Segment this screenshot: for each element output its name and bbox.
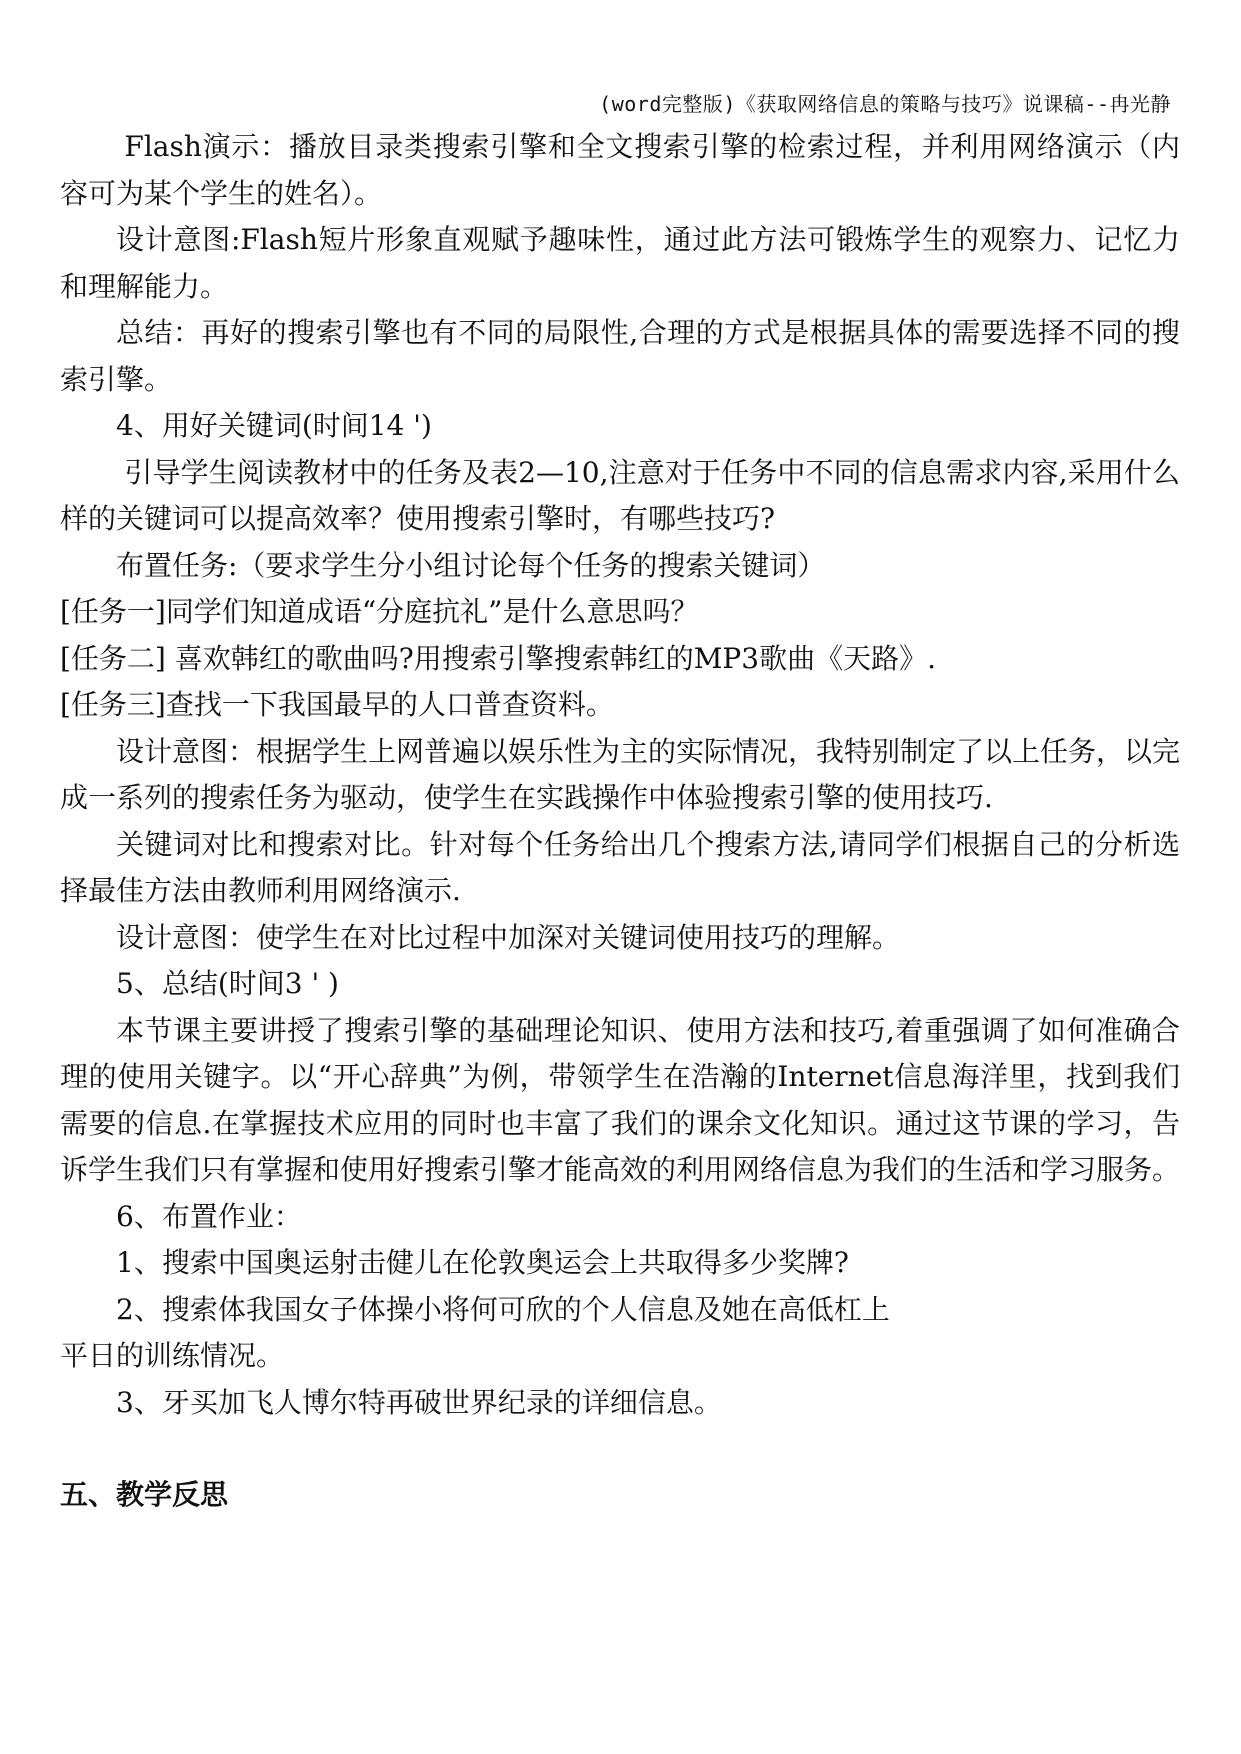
homework-item-1: 1、搜索中国奥运射击健儿在伦敦奥运会上共取得多少奖牌? bbox=[116, 1246, 849, 1279]
homework-item-2-line-2: 平日的训练情况。 bbox=[60, 1339, 285, 1372]
task-one: [任务一]同学们知道成语“分庭抗礼”是什么意思吗？ bbox=[60, 595, 699, 628]
page-header: (word完整版)《获取网络信息的策略与技巧》说课稿--冉光静 bbox=[599, 92, 1171, 116]
paragraph-guide-students: 引导学生阅读教材中的任务及表2—10,注意对于任务中不同的信息需求内容,采用什么样的关键词可以提高效率？使用搜索引擎时，有哪些技巧? bbox=[60, 455, 1180, 535]
task-two: [任务二] 喜欢韩红的歌曲吗?用搜索引擎搜索韩红的MP3歌曲《天路》. bbox=[60, 641, 936, 675]
paragraph-summary: 总结：再好的搜索引擎也有不同的局限性,合理的方式是根据具体的需要选择不同的搜索引擎。 bbox=[60, 316, 1180, 396]
paragraph-assign-tasks: 布置任务:（要求学生分小组讨论每个任务的搜索关键词） bbox=[116, 548, 826, 582]
heading-use-keywords: 4、用好关键词(时间14 ') bbox=[116, 409, 432, 442]
homework-item-3: 3、牙买加飞人博尔特再破世界纪录的详细信息。 bbox=[116, 1385, 722, 1419]
section-spacer bbox=[60, 1426, 1180, 1472]
paragraph-flash-demo: Flash演示：播放目录类搜索引擎和全文搜索引擎的检索过程，并利用网络演示（内容可为某个学生的姓名）。 bbox=[60, 130, 1180, 210]
paragraph-design-intent-1: 设计意图:Flash短片形象直观赋予趣味性，通过此方法可锻炼学生的观察力、记忆力和理解能力。 bbox=[60, 223, 1180, 303]
paragraph-lesson-summary: 本节课主要讲授了搜索引擎的基础理论知识、使用方法和技巧,着重强调了如何准确合理的使用关键字。以“开心辞典”为例，带领学生在浩瀚的Internet信息海洋里，找到我们需要的信息.在掌握技术应用的同时也丰富了我们的课余文化知识。通过这节课的学习，告诉学生我们只有掌握和使用好搜索引擎才能高效的利用网络信息为我们的生活和学习服务。 bbox=[60, 1013, 1181, 1186]
homework-item-2-line-1: 2、搜索体我国女子体操小将何可欣的个人信息及她在高低杠上 bbox=[116, 1292, 890, 1326]
paragraph-design-intent-2: 设计意图：根据学生上网普遍以娱乐性为主的实际情况，我特别制定了以上任务，以完成一系列的搜索任务为驱动，使学生在实践操作中体验搜索引擎的使用技巧. bbox=[60, 734, 1181, 814]
paragraph-keyword-comparison: 关键词对比和搜索对比。针对每个任务给出几个搜索方法,请同学们根据自己的分析选择最佳方法由教师利用网络演示. bbox=[60, 827, 1180, 907]
task-three: [任务三]查找一下我国最早的人口普查资料。 bbox=[60, 688, 614, 721]
heading-summary: 5、总结(时间3 ' ) bbox=[116, 967, 339, 1000]
paragraph-design-intent-3: 设计意图：使学生在对比过程中加深对关键词使用技巧的理解。 bbox=[116, 920, 901, 954]
heading-homework: 6、布置作业： bbox=[116, 1199, 302, 1233]
document-body bbox=[60, 124, 1180, 1519]
section-title-teaching-reflection: 五、教学反思 bbox=[60, 1478, 229, 1511]
